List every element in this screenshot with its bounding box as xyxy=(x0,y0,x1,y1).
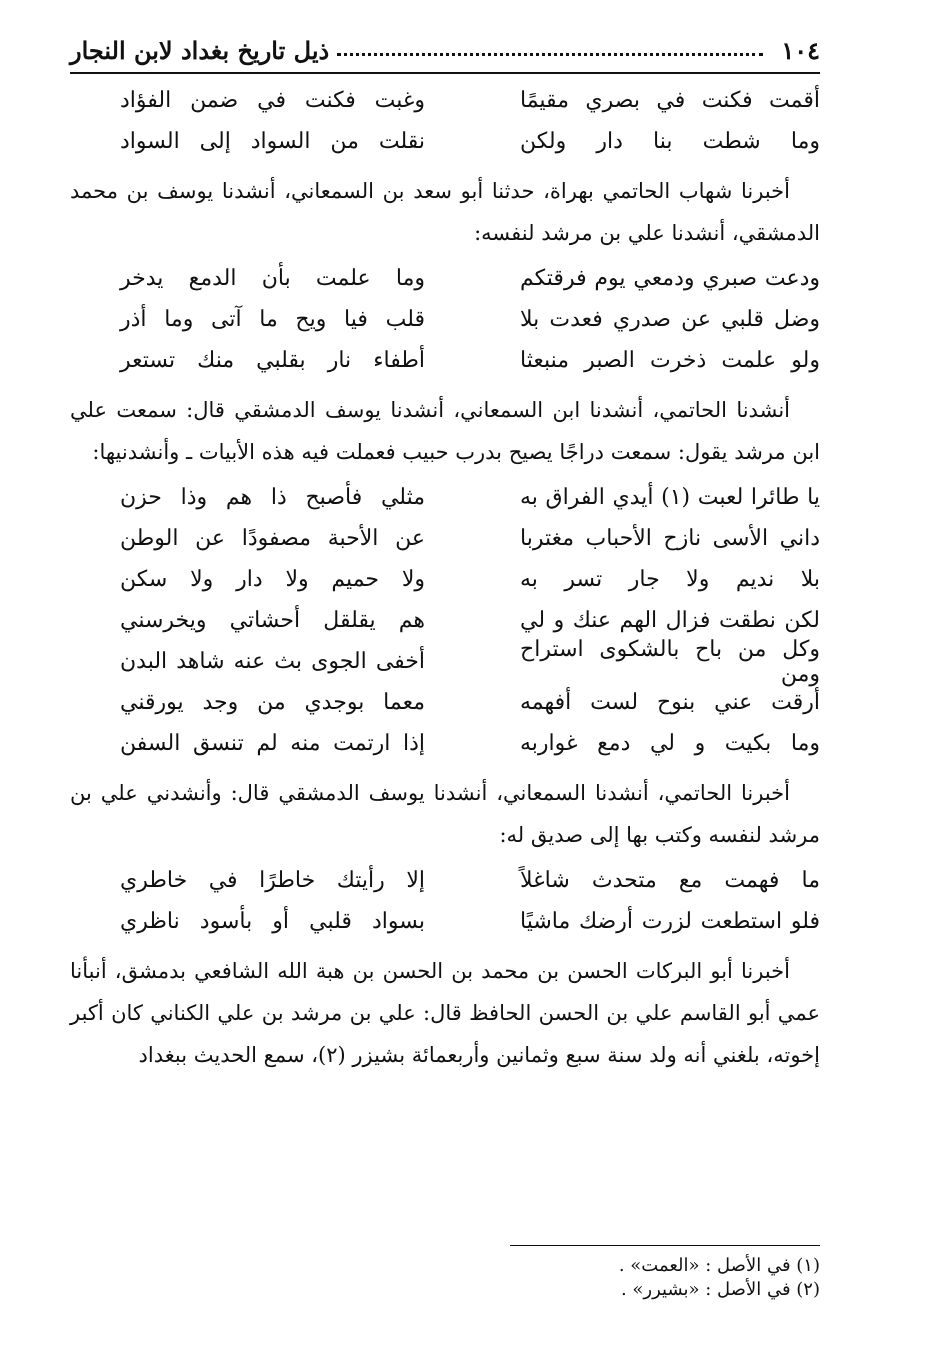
verse xyxy=(70,477,820,518)
verse xyxy=(70,299,820,340)
verse-first-hemistich: لكن نطقت فزال الهم عنك و لي xyxy=(520,608,820,633)
verse-second-hemistich: معما بوجدي من وجد يورقني xyxy=(120,690,425,715)
verse xyxy=(70,600,820,641)
verse-second-hemistich: أطفاء نار بقلبي منك تستعر xyxy=(120,348,425,373)
poem-3 xyxy=(70,477,820,764)
running-title: ذيل تاريخ بغداد لابن النجار xyxy=(70,35,330,65)
verse-first-hemistich: ولو علمت ذخرت الصبر منبعثا xyxy=(520,348,820,373)
header-dots xyxy=(337,53,763,56)
verse xyxy=(70,258,820,299)
verse-first-hemistich: بلا نديم ولا جار تسر به xyxy=(520,567,820,592)
verse-second-hemistich: وغبت فكنت في ضمن الفؤاد xyxy=(120,88,425,113)
verse-first-hemistich: داني الأسى نازح الأحباب مغتربا xyxy=(520,526,820,551)
verse-second-hemistich: إلا رأيتك خاطرًا في خاطري xyxy=(120,868,425,893)
paragraph: أنشدنا الحاتمي، أنشدنا ابن السمعاني، أنشدنا يوسف الدمشقي قال: سمعت علي ابن مرشد يقول: سمعت دراجًا يصيح بدرب حبيب فعملت فيه هذه الأبيات ـ وأنشدنيها: xyxy=(70,398,820,464)
verse-second-hemistich: إذا ارتمت منه لم تنسق السفن xyxy=(120,731,425,756)
footnotes xyxy=(70,1245,820,1302)
page-number: ١٠٤ xyxy=(781,35,820,65)
verse xyxy=(70,340,820,381)
verse-first-hemistich: ودعت صبري ودمعي يوم فرقتكم xyxy=(520,266,820,291)
page-header xyxy=(70,28,820,74)
footnote: (١) في الأصل : «العمت» . xyxy=(618,1255,820,1276)
verse-second-hemistich: قلب فيا ويح ما آتى وما أذر xyxy=(120,307,425,332)
verse-first-hemistich: أرقت عني بنوح لست أفهمه xyxy=(520,690,820,715)
paragraph: أخبرنا شهاب الحاتمي بهراة، حدثنا أبو سعد بن السمعاني، أنشدنا يوسف بن محمد الدمشقي، أنشدنا علي بن مرشد لنفسه: xyxy=(70,179,820,245)
verse-first-hemistich: وكل من باح بالشكوى استراح ومن xyxy=(520,636,820,687)
verse xyxy=(70,80,820,121)
verse-first-hemistich: أقمت فكنت في بصري مقيمًا xyxy=(520,88,820,113)
verse-second-hemistich: عن الأحبة مصفودًا عن الوطن xyxy=(120,526,425,551)
verse xyxy=(70,636,820,687)
footnote: (٢) في الأصل : «بشيرر» . xyxy=(620,1279,820,1300)
verse-second-hemistich: بسواد قلبي أو بأسود ناظري xyxy=(120,909,425,934)
verse xyxy=(70,518,820,559)
paragraph: أخبرنا الحاتمي، أنشدنا السمعاني، أنشدنا يوسف الدمشقي قال: وأنشدني علي بن مرشد لنفسه وكتب بها إلى صديق له: xyxy=(70,781,820,847)
verse xyxy=(70,723,820,764)
verse-second-hemistich: نقلت من السواد إلى السواد xyxy=(120,129,425,154)
verse-second-hemistich: هم يقلقل أحشاتي ويخرسني xyxy=(120,608,425,633)
verse-second-hemistich: وما علمت بأن الدمع يدخر xyxy=(120,266,425,291)
verse-second-hemistich: مثلي فأصبح ذا هم وذا حزن xyxy=(120,485,425,510)
verse-first-hemistich: وما شطت بنا دار ولكن xyxy=(520,129,820,154)
poem-2 xyxy=(70,258,820,381)
verse-first-hemistich: وما بكيت و لي دمع غواربه xyxy=(520,731,820,756)
verse xyxy=(70,682,820,723)
poem-1 xyxy=(70,80,820,162)
verse-first-hemistich: ما فهمت مع متحدث شاغلاً xyxy=(520,868,820,893)
verse-first-hemistich: فلو استطعت لزرت أرضك ماشيًا xyxy=(520,909,820,934)
verse-first-hemistich: وضل قلبي عن صدري فعدت بلا xyxy=(520,307,820,332)
footnote-rule xyxy=(510,1245,820,1246)
verse-second-hemistich: ولا حميم ولا دار ولا سكن xyxy=(120,567,425,592)
verse xyxy=(70,559,820,600)
verse xyxy=(70,860,820,901)
verse xyxy=(70,121,820,162)
verse xyxy=(70,901,820,942)
page xyxy=(70,28,820,1080)
paragraph: أخبرنا أبو البركات الحسن بن محمد بن الحسن بن هبة الله الشافعي بدمشق، أنبأنا عمي أبو القاسم علي بن الحسن الحافظ قال: علي بن مرشد بن علي الكناني كان أكبر إخوته، بلغني أنه ولد سنة سبع وثمانين وأربعمائة بشيزر (٢)، سمع الحديث ببغداد xyxy=(70,959,820,1067)
verse-first-hemistich: يا طائرا لعبت (١) أيدي الفراق به xyxy=(520,485,820,510)
verse-second-hemistich: أخفى الجوى بث عنه شاهد البدن xyxy=(120,649,425,674)
poem-4 xyxy=(70,860,820,942)
